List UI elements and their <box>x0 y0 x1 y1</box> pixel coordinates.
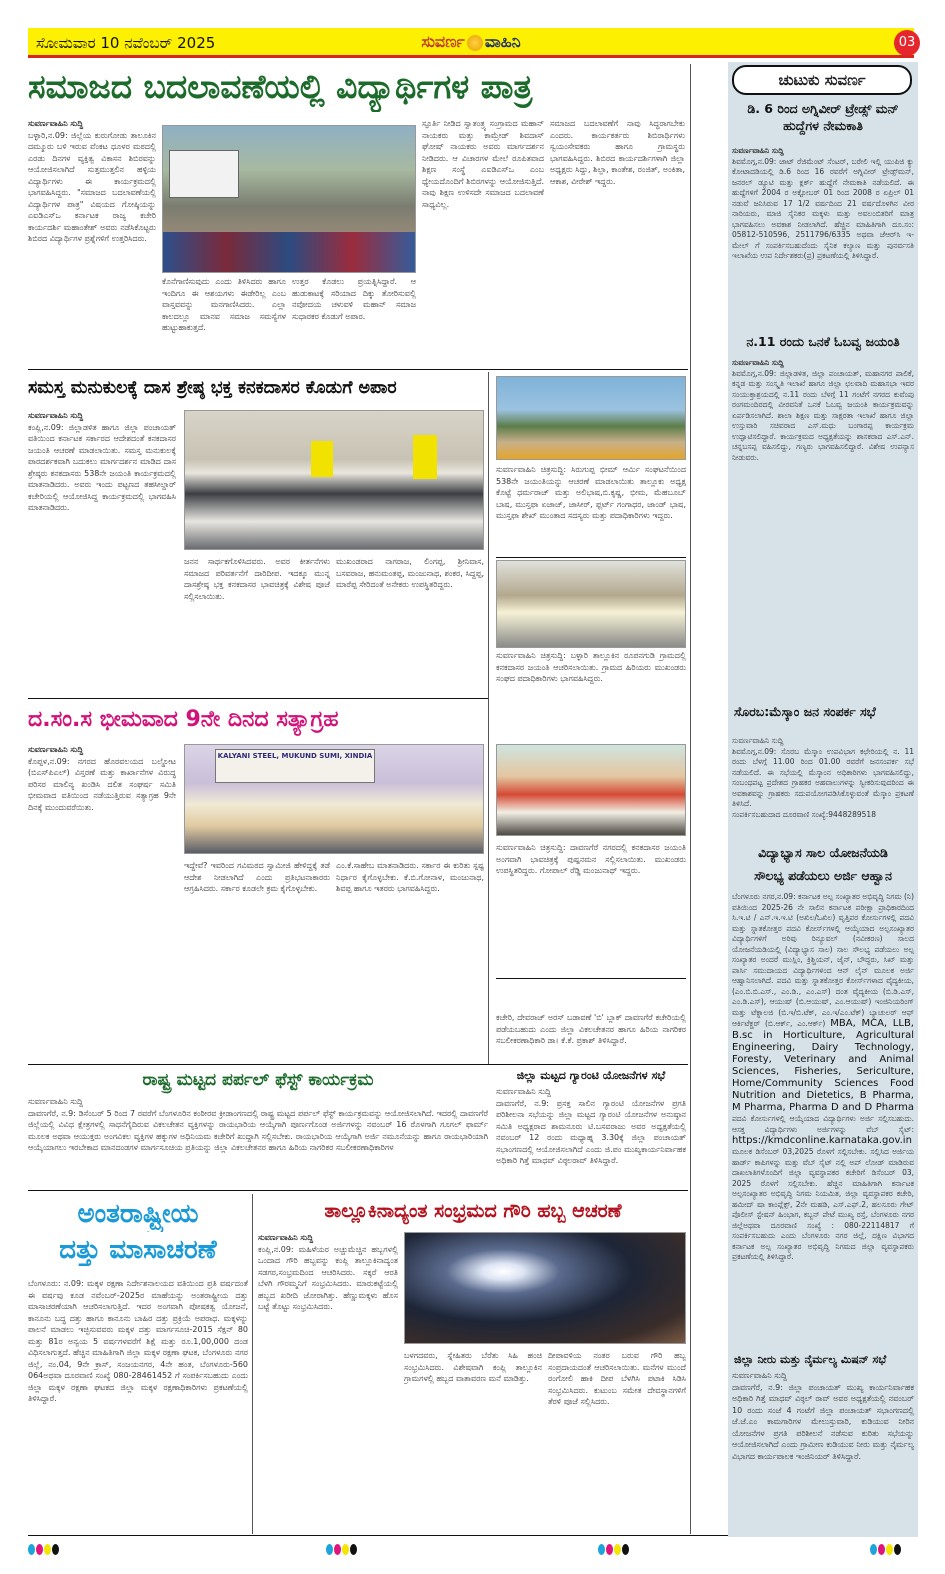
magenta-mark-icon <box>878 1544 885 1555</box>
cyan-mark-icon <box>28 1544 35 1555</box>
story-divider <box>252 1194 253 1534</box>
cyan-mark-icon <box>870 1544 877 1555</box>
kanakadasa-photo <box>184 410 484 550</box>
loan-text-1: ಬೆಂಗಳೂರು ನಗರ,ನ.09: ಕರ್ನಾಟಕ ಅಲ್ಪ ಸಂಖ್ಯಾತರ ಅಭಿವೃದ್ಧಿ ನಿಗಮ (ನಿ) ವತಿಯಿಂದ 2025-26 ನೇ ಸಾಲಿನ ಕರ್ನಾಟಕ ಪರೀಕ್ಷಾ ಪ್ರಾಧಿಕಾರದಿಂದ ಸಿ.ಇ.ಟಿ / ಎನ್.ಇ.ಇ.ಟಿ (ಅಖಿಲ/ಓಖಿಲ) ವೃತ್ತಿಪರ ಕೋರ್ಸುಗಳಲ್ಲಿ ಪದವಿ ಮತ್ತು ಸ್ನಾತಕೋತ್ತರ ಪದವಿ ಕೋರ್ಸ್‌ಗಳಲ್ಲಿ ಆಯ್ಕೆಯಾದ ಅಲ್ಪಸಂಖ್ಯಾತರ ವಿದ್ಯಾರ್ಥಿಗಳಿಗೆ ಅರಿವು ರಿನ್ಯೂವಲ್ (ನವೀಕರಣ) ಸಾಲದ ಯೋಜನೆಯಡಿಯಲ್ಲಿ (ವಿದ್ಯಾಭ್ಯಾಸ ಸಾಲ) ಸಾಲ ಸೌಲಭ್ಯ ಪಡೆಯಲು ಅಲ್ಪ ಸಂಖ್ಯಾತರ ಅಂದರೆ ಮುಸ್ಲಿಂ, ಕ್ರಿಶ್ಚಿಯನ್, ಜೈನ್, ಬೌದ್ಧರು, ಸಿಖ್ ಮತ್ತು ಪಾರ್ಸಿ ಸಮುದಾಯದ ವಿದ್ಯಾರ್ಥಿಗಳಿಂದ ಆನ್ ಲೈನ್ ಮೂಲಕ ಅರ್ಜಿ ಆಹ್ವಾನಿಸಲಾಗಿದೆ. ಪದವಿ ಮತ್ತು ಸ್ನಾತಕೋತ್ತರ ಕೋರ್ಸ್‌ಗಳಾದ ವೈದ್ಯಕೀಯ, (ಎಂ.ಬಿ.ಬಿ.ಎಸ್., ಎಂ.ಡಿ., ಎಂ.ಎಸ್) ದಂತ ವೈದ್ಯಕೀಯ (ಬಿ.ಡಿ.ಎಸ್, ಎಂ.ಡಿ.ಎಸ್), ಆಯುಷ್ (ಬಿ.ಆಯುಷ್, ಎಂ.ಆಯುಷ್) ಇಂಜಿನಿಯರಿಂಗ್ ಮತ್ತು ಟೆಕ್ನಾಲಜಿ (ಬಿ.ಇ/ಬಿ.ಟೆಕ್, ಎಂ.ಇ/ಎಂ.ಟೆಕ್) ಬ್ಯಾಚುಲರ್ ಆಫ್ ಆರ್ಕಿಟೆಕ್ಚರ್ (ಬಿ.ಆರ್ಕ್, ಎಂ.ಆರ್ಕ್) <box>732 892 914 1028</box>
magenta-mark-icon <box>606 1544 613 1555</box>
story-divider <box>488 372 489 1064</box>
kanakadasa-byline: ಸುವರ್ಣವಾಹಿನಿ ಸುದ್ದಿ <box>28 411 84 420</box>
lead-col5: ಸಮಾಜದ ಬದಲಾವಣೆಗೆ ನಾವು ಸಿದ್ಧರಾಗಬೇಕು ಎಂದರು. ಕಾರ್ಯಕರ್ತರು ಶಿಬಿರಾರ್ಥಿಗಳು ಸ್ವಯಂಸೇವಕರು ಹಾಗೂ ಗ್ರಾಮಸ್ಥರು ಭಾಗವಹಿಸಿದ್ದರು. ಶಿಬಿರದ ಕಾರ್ಯದರ್ಶಿಗಳಾಗಿ ಜಿಲ್ಲಾ ಅಧ್ಯಕ್ಷರು ಸಿದ್ದು, ಶಿಲ್ಪಾ, ಕಾಂತೇಶ, ರಂಜಿತ್, ಅಂಕಿತಾ, ಆಕಾಶ, ವೀರೇಶ್ ಇದ್ದರು. <box>550 119 685 186</box>
cyan-mark-icon <box>598 1544 605 1555</box>
lead-headline: ಸಮಾಜದ ಬದಲಾವಣೆಯಲ್ಲಿ ವಿದ್ಯಾರ್ಥಿಗಳ ಪಾತ್ರ <box>28 67 533 106</box>
adoption-body: ಬೆಂಗಳೂರು: ನ.09: ಮಕ್ಕಳ ರಕ್ಷಣಾ ನಿರ್ದೇಶನಾಲಯದ ವತಿಯಿಂದ ಪ್ರತಿ ವರ್ಷದಂತೆ ಈ ವರ್ಷವು ಕೂಡ ನವೆಂಬರ್-2025ರ ಮಾಹೆಯನ್ನು ಅಂತರಾಷ್ಟ್ರೀಯ ದತ್ತು ಮಾಸಾಚರಣೆಯಾಗಿ ಆಚರಿಸಲಾಗುತ್ತಿದೆ. ಇದರ ಅಂಗವಾಗಿ ಪೋಷಕತ್ವ ಯೋಜನೆ, ಕಾನೂನು ಬದ್ಧ ದತ್ತು ಹಾಗೂ ಕಾನೂನು ಬಾಹಿರ ದತ್ತು ಪ್ರಕ್ರಿಯೆ ಅಪರಾಧ. ಮಕ್ಕಳನ್ನು ಪಾಲನೆ ಮಾಡಲು ಇಚ್ಛಿಸುವವರು ಮಕ್ಕಳ ದತ್ತು ಮಾರ್ಗಸೂಚಿ-2015 ಸೆಕ್ಷನ್ 80 ಮತ್ತು 81ರ ಅನ್ವಯ 5 ವರ್ಷಗಳವರೆಗೆ ಶಿಕ್ಷೆ ಮತ್ತು ರೂ.1,00,000 ದಂಡ ವಿಧಿಸಲಾಗುತ್ತದೆ. ಹೆಚ್ಚಿನ ಮಾಹಿತಿಗಾಗಿ ಜಿಲ್ಲಾ ಮಕ್ಕಳ ರಕ್ಷಣಾ ಘಟಕ, ಬೆಂಗಳೂರು ನಗರ ಜಿಲ್ಲೆ, ನಂ.04, 9ನೇ ಕ್ರಾಸ್, ಸಂಜಯನಗರ, 4ನೇ ಹಂತ, ಬೆಂಗಳೂರು-560 064ಅಥವಾ ದೂರವಾಣಿ ಸಂಖ್ಯೆ 080-28461452 ಗೆ ಸಂಪರ್ಕಿಸಬಹುದು ಎಂದು ಜಿಲ್ಲಾ ಮಕ್ಕಳ ರಕ್ಷಣಾ ಘಟಕದ ಜಿಲ್ಲಾ ಮಕ್ಕಳ ರಕ್ಷಣಾಧಿಕಾರಿಗಳು ಪ್ರಕಟಣೆಯಲ್ಲಿ ತಿಳಿಸಿದ್ದಾರೆ. <box>28 1279 248 1403</box>
mescom-byline: ಸುವರ್ಣವಾಹಿನಿ ಸುದ್ದಿ <box>732 736 784 745</box>
purple-fest-byline: ಸುವರ್ಣವಾಹಿನಿ ಸುದ್ದಿ <box>28 1097 83 1106</box>
page-number: 03 <box>894 30 920 56</box>
felicitation-photo <box>496 744 686 836</box>
sidebar-title: ಚುಟುಕು ಸುವರ್ಣ <box>732 65 912 95</box>
agniveer-body <box>732 146 914 312</box>
dss-byline: ಸುವರ್ಣವಾಹಿನಿ ಸುದ್ದಿ <box>28 745 84 754</box>
loan-courses-en: MBA, MCA, LLB, B.sc in Horticulture, Agricultural Engineering, Dairy Technology, Foresty, Veterinary and Animal Sciences, Fisheries, Sericulture, Home/Community Sciences Food Nutrition and Dietetics, B Pharma, M Pharma, Pharma D and D Pharma <box>732 1018 914 1113</box>
magenta-mark-icon <box>36 1544 43 1555</box>
loan-headline-2: ಸೌಲಭ್ಯ ಪಡೆಯಲು ಅರ್ಜಿ ಆಹ್ವಾನ <box>754 868 892 883</box>
magenta-mark-icon <box>334 1544 341 1555</box>
loan-text-2: ಪದವಿ ಕೋರ್ಸುಗಳಲ್ಲಿ ಆಯ್ಕೆಯಾದ ವಿದ್ಯಾರ್ಥಿಗಳು ಅರ್ಜಿ ಸಲ್ಲಿಸಬಹುದು. ಆಸಕ್ತ ವಿದ್ಯಾರ್ಥಿಗಳು ಅರ್ಜಿಗಳನ್ನು ವೆಬ್ ಸೈಟ್: <box>732 1114 914 1134</box>
yellow-mark-icon <box>614 1544 621 1555</box>
lead-col1 <box>28 118 156 366</box>
black-mark-icon <box>622 1544 629 1555</box>
gowri-byline: ಸುವರ್ಣವಾಹಿನಿ ಸುದ್ದಿ <box>258 1233 314 1242</box>
dss-col3: ಎಂ.ಕೆ.ಸಾಹೇಬ ಮಾತನಾಡಿದರು. ಸರ್ಕಾರ ಈ ಕುರಿತು ಸ್ಪಷ್ಟ ನಿರ್ಧಾರ ಕೈಗೊಳ್ಳಬೇಕು. ಕೆ.ಬಿ.ಗೋನಾಳ, ಮಂಜುನಾಥ, ಶಿವಪ್ಪ ಹಾಗೂ ಇತರರು ಭಾಗವಹಿಸಿದ್ದರು. <box>336 861 484 893</box>
water-mission-byline: ಸುವರ್ಣವಾಹಿನಿ ಸುದ್ದಿ <box>732 1371 787 1380</box>
loan-text-3: ಮೂಲಕ ಡಿಸೆಂಬರ್ 03,2025 ರೊಳಗೆ ಸಲ್ಲಿಸಬೇಕು. ಸಲ್ಲಿಸಿದ ಅರ್ಜಿಯ ಹಾರ್ಡ್ ಕಾಪಿಗಳನ್ನು ಮತ್ತು ವೆಬ್ ಸೈಟ್ ನಲ್ಲಿ ಅಪ್ ಲೋಡ್ ಮಾಡಿರುವ ದಾಖಲಾತಿಗಳೊಂದಿಗೆ ಜಿಲ್ಲಾ ವ್ಯವಸ್ಥಾಪಕರ ಕಚೇರಿಗೆ ಡಿಸೆಂಬರ್ 03, 2025 ರೊಳಗೆ ಸಲ್ಲಿಸಬೇಕು. ಹೆಚ್ಚಿನ ಮಾಹಿತಿಗಾಗಿ ಕರ್ನಾಟಕ ಅಲ್ಪಸಂಖ್ಯಾತರ ಅಭಿವೃದ್ಧಿ ನಿಗಮ ನಿಯಮಿತ, ಜಿಲ್ಲಾ ವ್ಯವಸ್ಥಾಪಕರ ಕಚೇರಿ, ಹಮೀದ್ ಷಾ ಕಾಂಪ್ಲೆಕ್ಸ್, 2ನೇ ಮಹಡಿ, ಎಸ್.ಎಫ್.2, ಹಲಸೂರು ಗೇಟ್ ಪೊಲೀಸ್ ಸ್ಟೇಷನ್ ಹಿಂಭಾಗ, ಕಬ್ಬನ್ ಪೇಟೆ ಮುಖ್ಯ ರಸ್ತೆ, ಬೆಂಗಳೂರು ನಗರ ಜಿಲ್ಲೆಅಥವಾ ದೂರವಾಣಿ ಸಂಖ್ಯೆ : 080-22114817 ಗೆ ಸಂಪರ್ಕಿಸಬಹುದು ಎಂದು ಬೆಂಗಳೂರು ನಗರ ಜಿಲ್ಲೆ, ದಕ್ಷಿಣ ವಿಭಾಗದ ಕರ್ನಾಟಕ ಅಲ್ಪ ಸಂಖ್ಯಾತರ ಅಭಿವೃದ್ಧಿ ನಿಗಮದ ಜಿಲ್ಲಾ ವ್ಯವಸ್ಥಾಪಕರು ಪ್ರಕಟಣೆಯಲ್ಲಿ ತಿಳಿಸಿದ್ದಾರೆ. <box>732 1147 914 1261</box>
guarantee-text: ದಾವಣಗೆರೆ, ನ.9: ಪ್ರಸಕ್ತ ಸಾಲಿನ ಗ್ಯಾರಂಟಿ ಯೋಜನೆಗಳ ಪ್ರಗತಿ ಪರಿಶೀಲನಾ ಸಭೆಯನ್ನು ಜಿಲ್ಲಾ ಮಟ್ಟದ ಗ್ಯಾರಂಟಿ ಯೋಜನೆಗಳ ಅನುಷ್ಠಾನ ಸಮಿತಿ ಅಧ್ಯಕ್ಷರಾದ ಶಾಮನೂರು ಟಿ.ಬಸವರಾಜು ಅವರ ಅಧ್ಯಕ್ಷತೆಯಲ್ಲಿ ನವಂಬರ್ 12 ರಂದು ಮಧ್ಯಾಹ್ನ 3.30ಕ್ಕೆ ಜಿಲ್ಲಾ ಪಂಚಾಯತ್ ಸಭಾಂಗಣದಲ್ಲಿ ಆಯೋಜಿಸಲಾಗಿದೆ ಎಂದು ಜಿ.ಪಂ ಮುಖ್ಯಕಾರ್ಯನಿರ್ವಾಹಕ ಅಧಿಕಾರಿ ಗಿತ್ತೆ ಮಾಧವ್ ವಿಠ್ಠಲರಾವ್ ತಿಳಿಸಿದ್ದಾರೆ. <box>496 1098 686 1165</box>
water-mission-body <box>732 1370 914 1530</box>
agniveer-headline: ಡಿ. 6 ರಿಂದ ಅಗ್ನಿವೀರ್ ಟ್ರೇಡ್ಸ್ ಮನ್ ಹುದ್ದೆಗಳ ನೇಮಕಾತಿ <box>747 101 899 133</box>
agniveer-byline: ಸುವರ್ಣವಾಹಿನಿ ಸುದ್ದಿ <box>732 146 784 155</box>
guarantee-headline: ಜಿಲ್ಲಾ ಮಟ್ಟದ ಗ್ಯಾರಂಟಿ ಯೋಜನೆಗಳ ಸಭೆ <box>516 1069 666 1082</box>
registration-marks-center-right <box>598 1540 630 1559</box>
water-mission-text: ದಾವಣಗೆರೆ, ನ.9: ಜಿಲ್ಲಾ ಪಂಚಾಯತ್ ಮುಖ್ಯ ಕಾರ್ಯನಿರ್ವಾಹಕ ಅಧಿಕಾರಿ ಗಿತ್ತೆ ಮಾಧವ್ ವಿಠ್ಠಲ್ ರಾವ್ ಅವರ ಅಧ್ಯಕ್ಷತೆಯಲ್ಲಿ ನವಂಬರ್ 10 ರಂದು ಸಂಜೆ 4 ಗಂಟೆಗೆ ಜಿಲ್ಲಾ ಪಂಚಾಯತ್ ಸಭಾಂಗಣದಲ್ಲಿ ಜೆ.ಜೆ.ಎಂ ಕಾಮಗಾರಿಗಳ ಮೇಲುಸ್ತುವಾರಿ, ಕುಡಿಯುವ ನೀರಿನ ಯೋಜನೆಗಳ ಪ್ರಗತಿ ಪರಿಶೀಲನೆ ನಡೆಸುವ ಕುರಿತು ಸಭೆಯನ್ನು ಆಯೋಜಿಸಲಾಗಿದೆ ಎಂದು ಗ್ರಾಮೀಣ ಕುಡಿಯುವ ನೀರು ಮತ್ತು ನೈರ್ಮಲ್ಯ ವಿಭಾಗದ ಕಾರ್ಯಪಾಲಕ ಇಂಜಿನಿಯರ್ ತಿಳಿಸಿದ್ದಾರೆ. <box>732 1382 914 1461</box>
registration-marks-right <box>870 1540 902 1559</box>
logo-emblem-icon <box>467 35 483 51</box>
logo-text-left: ಸುವರ್ಣ <box>421 32 465 51</box>
loan-url-link[interactable]: https://kmdconline.karnataka.gov.in <box>732 1135 912 1146</box>
dss-col2: ಇದ್ದೇವೆ? ಇವರಿಂದ ಗವಿಮಠದ ಸ್ವಾಮೀಜಿ ಹೇಳಿದ್ದಕ್ಕೆ ತಡೆ ಆದೇಶ ನೀಡಲಾಗಿದೆ ಎಂದು ಪ್ರತಿಭಟನಾಕಾರರು ಆಗ್ರಹಿಸಿದರು. ಸರ್ಕಾರ ಕೂಡಲೇ ಕ್ರಮ ಕೈಗೊಳ್ಳಬೇಕು. <box>184 861 330 893</box>
section-rule <box>28 369 688 370</box>
lead-byline: ಸುವರ್ಣವಾಹಿನಿ ಸುದ್ದಿ <box>28 119 84 128</box>
mescom-headline: ಸೊರಬ:ಮೆಸ್ಕಾಂ ಜನ ಸಂಪರ್ಕ ಸಭೆ <box>734 704 876 719</box>
purple-fest-text: ದಾವಣಗೆರೆ, ನ.9: ಡಿಸೆಂಬರ್ 5 ರಿಂದ 7 ರವರೆಗೆ ಬೆಂಗಳೂರಿನ ಕಂಠೀರವ ಕ್ರೀಡಾಂಗಣದಲ್ಲಿ ರಾಷ್ಟ್ರ ಮಟ್ಟದ ಪರ್ಪಲ್ ಫೆಸ್ಟ್ ಕಾರ್ಯಕ್ರಮವನ್ನು ಆಯೋಜಿಸಲಾಗಿದೆ. ಇದರಲ್ಲಿ ದಾವಣಗೆರೆ ಜಿಲ್ಲೆಯಲ್ಲಿ ವಿವಿಧ ಕ್ಷೇತ್ರಗಳಲ್ಲಿ ಸಾಧನೆಗೈದಿರುವ ವಿಕಲಚೇತನ ವ್ಯಕ್ತಿಗಳನ್ನು ರಾಯಭಾರಿಯ ಆಯ್ಕೆಗಾಗಿ ಪೂರ್ಣಗೊಂಡ ಅರ್ಜಿಗಳನ್ನು ನವಂಬರ್ 16 ರೊಳಗಾಗಿ ಗೂಗಲ್ ಫಾರ್ಮ್ ಮೂಲಕ ಅಥವಾ ಆಯುಕ್ತರು ಅಂಗವಿಕಲ ವ್ಯಕ್ತಿಗಳ ಹಕ್ಕುಗಳ ಅಧಿನಿಯಮ ಕಚೇರಿಗೆ ಖುದ್ದಾಗಿ ಸಲ್ಲಿಸಬೇಕು. ರಾಯಭಾರಿಯ ಆಯ್ಕೆಗಾಗಿ ಅರ್ಜಿ ನಮೂನೆಯನ್ನು ಹಾಗೂ ರಾಯಭಾರಿಯಾಗಿ ಆಯ್ಕೆಯಾಗಲು ಇರಬೇಕಾದ ಮಾನದಂಡಗಳ ಮಾರ್ಗಸೂಚಿಯ ಪ್ರತಿಯನ್ನು ಜಿಲ್ಲಾ ವಿಕಲಚೇತನರ ಹಾಗೂ ಹಿರಿಯ ನಾಗರಿಕರ ಸಬಲೀಕರಣಾಧಿಕಾರಿಗಳ <box>28 1108 488 1152</box>
gowri-col3: ದೀಪಾವಳಿಯ ನಂತರ ಬರುವ ಗೌರಿ ಹಬ್ಬ ಸಂಪ್ರದಾಯದಂತೆ ಆಚರಿಸಲಾಯಿತು. ಮನೆಗಳ ಮುಂದೆ ರಂಗೋಲಿ ಹಾಕಿ ದೀಪ ಬೆಳಗಿಸಿ ಪಟಾಕಿ ಸಿಡಿಸಿ ಸಂಭ್ರಮಿಸಿದರು. ಕುಟುಂಬ ಸಮೇತ ದೇವಸ್ಥಾನಗಳಿಗೆ ತೆರಳಿ ಪೂಜೆ ಸಲ್ಲಿಸಿದರು. <box>548 1351 686 1406</box>
gowri-col1 <box>258 1232 398 1532</box>
section-rule <box>28 1064 688 1065</box>
dss-col1 <box>28 744 176 1062</box>
fireworks-photo <box>404 1232 686 1344</box>
gowri-col2: ಬಳಗದವರು, ಸ್ನೇಹಿತರು ಬೆರೆತು ಸಿಹಿ ಹಂಚಿ ಸಂಭ್ರಮಿಸಿದರು. ವಿಶೇಷವಾಗಿ ಕಂಪ್ಲಿ ತಾಲ್ಲೂಕಿನ ಗ್ರಾಮಗಳಲ್ಲಿ ಹಬ್ಬದ ವಾತಾವರಣ ಮನೆ ಮಾಡಿತ್ತು. <box>404 1351 542 1383</box>
water-mission-headline: ಜಿಲ್ಲಾ ನೀರು ಮತ್ತು ನೈರ್ಮಲ್ಯ ಮಿಷನ್ ಸಭೆ <box>734 1353 887 1366</box>
yellow-mark-icon <box>886 1544 893 1555</box>
protest-banner <box>215 749 375 783</box>
mescom-body <box>732 736 914 836</box>
kanakadasa-col3: ಮುಖಂಡರಾದ ನಾಗರಾಜ, ಲಿಂಗಪ್ಪ, ಶ್ರೀನಿವಾಸ, ಬಸವರಾಜ, ಹನುಮಂತಪ್ಪ, ಮಂಜುನಾಥ, ಶಂಕರ, ಸಿದ್ದಪ್ಪ, ಮಾರೆಪ್ಪ ಸೇರಿದಂತೆ ಅನೇಕರು ಉಪಸ್ಥಿತರಿದ್ದರು. <box>336 557 484 589</box>
lead-text-1: ಬಳ್ಳಾರಿ,ನ.09: ಜಿಲ್ಲೆಯ ಕುರುಗೋಡು ತಾಲೂಕಿನ ದಮ್ಮೂರು ಬಳಿ ಇರುವ ವೆಂಕಟ ಧೂಳರ ಮಠದಲ್ಲಿ ಎರಡು ದಿನಗಳ ವ್ಯಕ್ತಿತ್ವ ವಿಕಾಸನ ಶಿಬಿರವನ್ನು ಆಯೋಜಿಸಲಾಗಿದೆ ಸುತ್ತಮುತ್ತಲಿನ ಹಳ್ಳಿಯ ವಿದ್ಯಾರ್ಥಿಗಳು ಈ ಕಾರ್ಯಕ್ರಮದಲ್ಲಿ ಭಾಗವಹಿಸಿದ್ದರು. "ಸಮಾಜದ ಬದಲಾವಣೆಯಲ್ಲಿ ವಿದ್ಯಾರ್ಥಿಗಳ ಪಾತ್ರ" ವಿಷಯದ ಗೋಷ್ಠಿಯನ್ನು ಎಐಡಿಎಸ್‌ಒ ಕರ್ನಾಟಕ ರಾಜ್ಯ ಕಚೇರಿ ಕಾರ್ಯದರ್ಶಿ ಮಹಾಂತೇಶ್ ಅವರು ನಡೆಸಿಕೊಟ್ಟರು ಶಿಬಿರದ ವಿದ್ಯಾರ್ಥಿಗಳ ಪ್ರಶ್ನೆಗಳಿಗೆ ಉತ್ತರಿಸಿದರು. <box>28 130 156 243</box>
issue-date: ಸೋಮವಾರ 10 ನವೆಂಬರ್ 2025 <box>36 34 216 52</box>
guarantee-byline: ಸುವರ್ಣವಾಹಿನಿ ಸುದ್ದಿ <box>496 1087 551 1096</box>
gowri-text-1: ಕಂಪ್ಲಿ,ನ.09: ಮಹಿಳೆಯರ ಅಚ್ಚುಮೆಚ್ಚಿನ ಹಬ್ಬಗಳಲ್ಲಿ ಒಂದಾದ ಗೌರಿ ಹಬ್ಬವನ್ನು ಕಂಪ್ಲಿ ತಾಲ್ಲೂಕಿನಾದ್ಯಂತ ಸಡಗರ,ಸಂಭ್ರಮದಿಂದ ಆಚರಿಸಿದರು. ಸಕ್ಕರೆ ಆರತಿ ಬೆಳಗಿ ಗೌರಮ್ಮನಿಗೆ ಸಂಭ್ರಮಿಸಿದರು. ಮಾರುಕಟ್ಟೆಯಲ್ಲಿ ಹಬ್ಬದ ಖರೀದಿ ಜೋರಾಗಿತ್ತು. ಹೆಣ್ಣುಮಕ್ಕಳು ಹೊಸ ಬಟ್ಟೆ ತೊಟ್ಟು ಸಂಭ್ರಮಿಸಿದರು. <box>258 1244 398 1311</box>
yellow-mark-icon <box>342 1544 349 1555</box>
mescom-phone: ಸಂಪರ್ಕಿಸಬಹುದಾದ ದೂರವಾಣಿ ಸಂಖ್ಯೆ:9448289518 <box>732 809 876 819</box>
obavva-byline: ಸುವರ್ಣವಾಹಿನಿ ಸುದ್ದಿ <box>732 358 784 367</box>
lead-col3: ಉತ್ತರ ಕೊಡಲು ಪ್ರಯತ್ನಿಸಿದ್ದಾರೆ. ಆ ಹುಡುಕಾಟಕ್ಕೆ ಸರಿಯಾದ ದಿಕ್ಕು ತೋರಿಸುವಲ್ಲಿ ನವೋದಯ ಚಳುವಳಿ ಮಹಾನ್ ಸಮಾಜ ಸುಧಾರಕರ ಕೊಡುಗೆ ಅಪಾರ. <box>292 277 416 321</box>
logo-text-right: ವಾಹಿನಿ <box>484 32 521 51</box>
kanakadasa-text-1: ಕಂಪ್ಲಿ,ನ.09: ಜಿಲ್ಲಾಡಳಿತ ಹಾಗೂ ಜಿಲ್ಲಾ ಪಂಚಾಯತ್ ವತಿಯಿಂದ ಕರ್ನಾಟಕ ಸರ್ಕಾರದ ಆದೇಶದಂತೆ ಕನಕದಾಸರ ಜಯಂತಿ ಆಚರಣೆ ಮಾಡಲಾಯಿತು. ಸಮಸ್ತ ಮನುಕುಲಕ್ಕೆ ಪಾರದರ್ಶಕವಾಗಿ ಬದುಕಲು ಮಾರ್ಗದರ್ಶನ ಮಾಡಿದ ದಾಸ ಶ್ರೇಷ್ಠರು ಕನಕದಾಸರು 538ನೇ ಜಯಂತಿ ಕಾರ್ಯಕ್ರಮದಲ್ಲಿ ಮಾತನಾಡಿದರು. ಅವರು ಇಂದು ಪಟ್ಟಣದ ತಹಸೀಲ್ದಾರ್ ಕಚೇರಿಯಲ್ಲಿ ಆಯೋಜಿಸಿದ್ದ ಕಾರ್ಯಕ್ರಮದಲ್ಲಿ ಭಾಗವಹಿಸಿ ಮಾತನಾಡಿದರು. <box>28 422 176 512</box>
black-mark-icon <box>894 1544 901 1555</box>
loan-headline-1: ವಿದ್ಯಾಭ್ಯಾಸ ಸಾಲ ಯೋಜನೆಯಡಿ <box>758 845 888 860</box>
dss-protest-photo <box>184 744 484 854</box>
guarantee-body <box>496 1086 686 1186</box>
statue-photo <box>496 376 686 460</box>
section-rule <box>28 698 488 699</box>
newspaper-logo <box>28 32 914 52</box>
chitra-2-caption: ಸುವರ್ಣವಾಹಿನಿ ಚಿತ್ರಸುದ್ದಿ: ಬಳ್ಳಾರಿ ತಾಲ್ಲೂಕಿನ ರೂಪನಗುಡಿ ಗ್ರಾಮದಲ್ಲಿ ಕನಕದಾಸರ ಜಯಂತಿ ಆಚರಿಸಲಾಯಿತು. ಗ್ರಾಮದ ಹಿರಿಯರು ಮುಖಂಡರು ಸಂಘದ ಪದಾಧಿಕಾರಿಗಳು ಭಾಗವಹಿಸಿದ್ದರು. <box>496 651 686 683</box>
obavva-headline: ನ.11 ರಂದು ಒನಕೆ ಓಬವ್ವ ಜಯಂತಿ <box>746 334 900 349</box>
lead-col2: ಕೊನೆಗಾಣಿಸುವುದು ಎಂದು ತಿಳಿಸಿದರು ಹಾಗೂ ಇಂದಿಗೂ ಈ ಆಶಯಗಳು ಈಡೇರಿಲ್ಲ ಎಂಬ ವಾಸ್ತವವನ್ನು ಮನಗಾಣಿಸಿದರು. ಎಲ್ಲಾ ಕಾಲದಲ್ಲೂ ಮಾನವ ಸಮಾಜ ಸಮಸ್ಯೆಗಳ ಹುಟ್ಟುಹಾಕುತ್ತದೆ. <box>162 277 286 332</box>
black-mark-icon <box>52 1544 59 1555</box>
purple-fest-body <box>28 1096 488 1186</box>
black-mark-icon <box>350 1544 357 1555</box>
cyan-mark-icon <box>326 1544 333 1555</box>
lead-photo <box>162 125 416 273</box>
dss-text-1: ಕೊಪ್ಪಳ,ನ.09: ನಗರದ ಹೊರವಲಯದ ಬಲ್ಡೋಟ (ಬಿಎಸ್‌ಪಿಎಲ್) ವಿಸ್ತರಣೆ ಮತ್ತು ಕಾರ್ಖಾನೆಗಳ ವಿರುದ್ಧ ಪರಿಸರ ಮಾಲಿನ್ಯ ಖಂಡಿಸಿ ದಲಿತ ಸಂಘರ್ಷ ಸಮಿತಿ ಭೀಮವಾದ ವತಿಯಿಂದ ನಡೆಯುತ್ತಿರುವ ಸತ್ಯಾಗ್ರಹ 9ನೇ ದಿನಕ್ಕೆ ಮುಂದುವರೆಯಿತು. <box>28 756 176 812</box>
obavva-body <box>732 358 914 696</box>
banner-poster <box>169 150 239 198</box>
adoption-headline-2: ದತ್ತು ಮಾಸಾಚರಣೆ <box>59 1235 217 1265</box>
section-rule <box>28 1190 688 1191</box>
kanakadasa-col1 <box>28 410 176 695</box>
gowri-headline: ತಾಲ್ಲೂಕಿನಾದ್ಯಂತ ಸಂಭ್ರಮದ ಗೌರಿ ಹಬ್ಬ ಆಚರಣೆ <box>324 1200 622 1222</box>
chitra-1-caption: ಸುವರ್ಣವಾಹಿನಿ ಚಿತ್ರಸುದ್ದಿ: ಸಿರುಗುಪ್ಪ ಭೀಮ್ ಆರ್ಮಿ ಸಂಘಟನೆಯಿಂದ 538ನೇ ಜಯಂತಿಯನ್ನು ಆಚರಣೆ ಮಾಡಲಾಯಿತು ತಾಲ್ಲೂಕು ಅಧ್ಯಕ್ಷ ಕೊಟ್ಟೆ ಧರ್ಮರಾಜ್ ಮತ್ತು ಅಲಿಭಾಷ,ಬಿ.ಕೃಷ್ಣ, ಭೀಮ, ಮೆಹಬೂಬ್ ಬಾಷ, ಮುಸ್ತಫಾ ಏಜಾಜ್, ಜಾಸೀರ್, ಫ್ಲರ್ಟ್ ಗಂಗಾಧರ, ಜಾಂಡ್ ಭಾಷ, ಮುಸ್ತಫಾ ಶೇಖ್ ಮುಂತಾದ ಸದಸ್ಯರು ಮತ್ತು ಪದಾಧಿಕಾರಿಗಳು ಇದ್ದರು. <box>496 465 686 520</box>
group-photo <box>496 560 686 648</box>
masthead <box>28 28 914 58</box>
kanakadasa-col2: ಜನನ ಸಾರ್ಥಕಗೊಳಿಸಿದವರು. ಅವರ ಕೀರ್ತನೆಗಳು ಸಮಾಜದ ಪರಿವರ್ತನೆಗೆ ದಾರಿದೀಪ. ಇದಕ್ಕೂ ಮುನ್ನ ದಾಸಶ್ರೇಷ್ಠ ಭಕ್ತ ಕನಕದಾಸರ ಭಾವಚಿತ್ರಕ್ಕೆ ವಿಶೇಷ ಪೂಜೆ ಸಲ್ಲಿಸಲಾಯಿತು. <box>184 557 330 601</box>
section-rule <box>496 557 686 558</box>
court-notice: ಕಚೇರಿ, ದೇವರಾಜ್ ಅರಸ್ ಬಡಾವಣೆ 'ಬಿ' ಬ್ಲಾಕ್ ದಾವಣಗೆರೆ ಕಚೇರಿಯಲ್ಲಿ ಪಡೆಯಬಹುದು ಎಂದು ಜಿಲ್ಲಾ ವಿಕಲಚೇತನರ ಹಾಗೂ ಹಿರಿಯ ನಾಗರಿಕರ ಸಬಲೀಕರಣಾಧಿಕಾರಿ ಡಾ। ಕೆ.ಕೆ. ಪ್ರಕಾಶ್ ತಿಳಿಸಿದ್ದಾರೆ. <box>496 1013 686 1045</box>
lead-col4: ಸ್ಫೂರ್ತಿ ನೀಡಿದ ಸ್ವಾತಂತ್ರ್ಯ ಸಂಗ್ರಾಮದ ಮಹಾನ್ ನಾಯಕರು ಮತ್ತು ಕಾಮ್ರೇಡ್ ಶಿವದಾಸ್ ಘೋಷ್ ನಾಯಕರು ಅವರು ಮಾರ್ಗದರ್ಶನ ನೀಡಿದರು. ಆ ವಿಚಾರಗಳ ಮೇಲೆ ರೂಪಿತವಾದ ಶಿಕ್ಷಣ ಸಂಸ್ಥೆ ಎಐಡಿಎಸ್‌ಒ ಎಂಬ ಧ್ಯೇಯದೊಂದಿಗೆ ಶಿಬಿರಗಳನ್ನು ಆಯೋಜಿಸುತ್ತಿದೆ. ನಾವು ಶಿಕ್ಷಣ ಉಳಿಸದೇ ಸಮಾಜದ ಬದಲಾವಣೆ ಸಾಧ್ಯವಿಲ್ಲ. <box>422 119 544 209</box>
kanakadasa-headline: ಸಮಸ್ತ ಮನುಕುಲಕ್ಕೆ ದಾಸ ಶ್ರೇಷ್ಠ ಭಕ್ತ ಕನಕದಾಸರ ಕೊಡುಗೆ ಅಪಾರ <box>28 378 397 398</box>
chitra-3-caption: ಸುವರ್ಣವಾಹಿನಿ ಚಿತ್ರಸುದ್ದಿ: ದಾವಣಗೆರೆ ನಗರದಲ್ಲಿ ಕನಕದಾಸರ ಜಯಂತಿ ಅಂಗವಾಗಿ ಭಾವಚಿತ್ರಕ್ಕೆ ಪುಷ್ಪನಮನ ಸಲ್ಲಿಸಲಾಯಿತು. ಮುಖಂಡರು ಉಪಸ್ಥಿತರಿದ್ದರು. ಗೋಪಾಲ್ ರೆಡ್ಡಿ ಮಂಜುನಾಥ್ ಇದ್ದರು. <box>496 843 686 875</box>
purple-fest-headline: ರಾಷ್ಟ್ರ ಮಟ್ಟದ ಪರ್ಪಲ್ ಫೆಸ್ಟ್ ಕಾರ್ಯಕ್ರಮ <box>142 1070 374 1090</box>
agniveer-text: ಶಿವಮೊಗ್ಗ,ನ.09: ಜಾಟ್ ರೆಜಿಮೆಂಟ್ ಸೆಂಟರ್, ಬರೇಲಿ ಇಲ್ಲಿ ಯುಪಿಜಿ ಕ್ಯು ಕೋಟಾದಡಿಯಲ್ಲಿ ಡಿ.6 ರಿಂದ 16 ರವರೆಗೆ ಅಗ್ನಿವೀರ್ ಟ್ರೇಡ್ಸ್‌ಮನ್, ಜನರಲ್ ಡ್ಯೂಟಿ ಮತ್ತು ಕ್ಲರ್ಕ್ ಹುದ್ದೆಗೆ ನೇಮಕಾತಿ ನಡೆಯಲಿದೆ. ಈ ಹುದ್ದೆಗಳಿಗೆ 2004 ರ ಅಕ್ಟೋಬರ್ 01 ರಿಂದ 2008 ರ ಏಪ್ರಿಲ್ 01 ನಡುವೆ ಜನಿಸಿರುವ 17 1/2 ವರ್ಷದಿಂದ 21 ವರ್ಷದೊಳಗಿನ ವೀರ ನಾರಿಯರು, ಮಾಜಿ ಸೈನಿಕರ ಮಕ್ಕಳು ಮತ್ತು ಅವಲಂಬಿತರಿಗೆ ಮಾತ್ರ ಭಾಗವಹಿಸಲು ಅವಕಾಶ ನೀಡಲಾಗಿದೆ. ಹೆಚ್ಚಿನ ಮಾಹಿತಿಗಾಗಿ ದೂ.ಸಂ: 05812-510596, 2511796/6335 ಅಥವಾ ಜೆಆರ್‌ಸಿ ಇ-ಮೇಲ್ ಗೆ ಸಂಪರ್ಕಿಸಬಹುದೆಂದು ಸೈನಿಕ ಕಲ್ಯಾಣ ಮತ್ತು ಪುನರ್ವಸತಿ ಇಲಾಖೆಯ ಉಪ ನಿರ್ದೇಶಕರು(ಪ್ರ) ಪ್ರಕಟಣೆಯಲ್ಲಿ ತಿಳಿಸಿದ್ದಾರೆ. <box>732 156 914 260</box>
mescom-text: ಶಿವಮೊಗ್ಗ,ನ.09: ಸೊರಬ ಮೆಸ್ಕಾಂ ಉಪವಿಭಾಗ ಕಛೇರಿಯಲ್ಲಿ ನ. 11 ರಂದು ಬೆಳಗ್ಗೆ 11.00 ರಿಂದ 01.00 ರವರೆಗೆ ಜನಸಂಪರ್ಕ ಸಭೆ ನಡೆಯಲಿದೆ. ಈ ಸಭೆಯಲ್ಲಿ ಮೆಸ್ಕಾಂನ ಅಧಿಕಾರಿಗಳು ಭಾಗವಹಿಸಲಿದ್ದು, ಸಂಬಂಧಪಟ್ಟ ಪ್ರದೇಶದ ಗ್ರಾಹಕರ ಅಹವಾಲುಗಳನ್ನು ಸ್ವೀಕರಿಸುವುದರಿಂದ ಈ ಅವಕಾಶವನ್ನು ಗ್ರಾಹಕರು ಸದುಪಯೋಗಪಡಿಸಿಕೊಳ್ಳುವಂತೆ ಮೆಸ್ಕಾಂ ಪ್ರಕಟಣೆ ತಿಳಿಸಿದೆ. <box>732 746 914 808</box>
yellow-mark-icon <box>44 1544 51 1555</box>
dss-headline: ದ.ಸಂ.ಸ ಭೀಮವಾದ 9ನೇ ದಿನದ ಸತ್ಯಾಗ್ರಹ <box>28 707 339 732</box>
registration-marks-left <box>28 1540 60 1559</box>
obavva-text: ಶಿವಮೊಗ್ಗ,ನ.09: ಜಿಲ್ಲಾಡಳಿತ, ಜಿಲ್ಲಾ ಪಂಚಾಯತ್, ಮಹಾನಗರ ಪಾಲಿಕೆ, ಕನ್ನಡ ಮತ್ತು ಸಂಸ್ಕೃತಿ ಇಲಾಖೆ ಹಾಗೂ ಜಿಲ್ಲಾ ಛಲವಾದಿ ಮಹಾಸಭಾ ಇವರ ಸಂಯುಕ್ತಾಶ್ರಯದಲ್ಲಿ ನ.11 ರಂದು ಬೆಳಗ್ಗೆ 11 ಗಂಟೆಗೆ ನಗರದ ಕುವೆಂಪು ರಂಗಮಂದಿರದಲ್ಲಿ ವೀರವನಿತೆ ಒನಕೆ ಓಬವ್ವ ಜಯಂತಿ ಕಾರ್ಯಕ್ರಮವನ್ನು ಏರ್ಪಡಿಸಲಾಗಿದೆ. ಶಾಲಾ ಶಿಕ್ಷಣ ಮತ್ತು ಸಾಕ್ಷರತಾ ಇಲಾಖೆ ಹಾಗೂ ಜಿಲ್ಲಾ ಉಸ್ತುವಾರಿ ಸಚಿವರಾದ ಎಸ್.ಮಧು ಬಂಗಾರಪ್ಪ ಕಾರ್ಯಕ್ರಮ ಉದ್ಘಾಟಿಸಲಿದ್ದಾರೆ. ಕಾರ್ಯಕ್ರಮದ ಅಧ್ಯಕ್ಷತೆಯನ್ನು ಶಾಸಕರಾದ ಎಸ್.ಎನ್. ಚನ್ನಬಸಪ್ಪ ವಹಿಸಲಿದ್ದು, ಗಣ್ಯರು ಭಾಗವಹಿಸಲಿದ್ದಾರೆ. ವಿಶೇಷ ಉಪನ್ಯಾಸ ನೀಡುವರು. <box>732 368 914 462</box>
loan-body <box>732 892 914 1300</box>
registration-marks-center-left <box>326 1540 358 1559</box>
section-rule <box>496 978 686 979</box>
column-divider <box>690 64 691 1534</box>
protest-banner-text: KALYANI STEEL, MUKUND SUMI, XINDIA <box>217 752 373 760</box>
adoption-headline-1: ಅಂತರಾಷ್ಟ್ರೀಯ <box>77 1199 199 1229</box>
